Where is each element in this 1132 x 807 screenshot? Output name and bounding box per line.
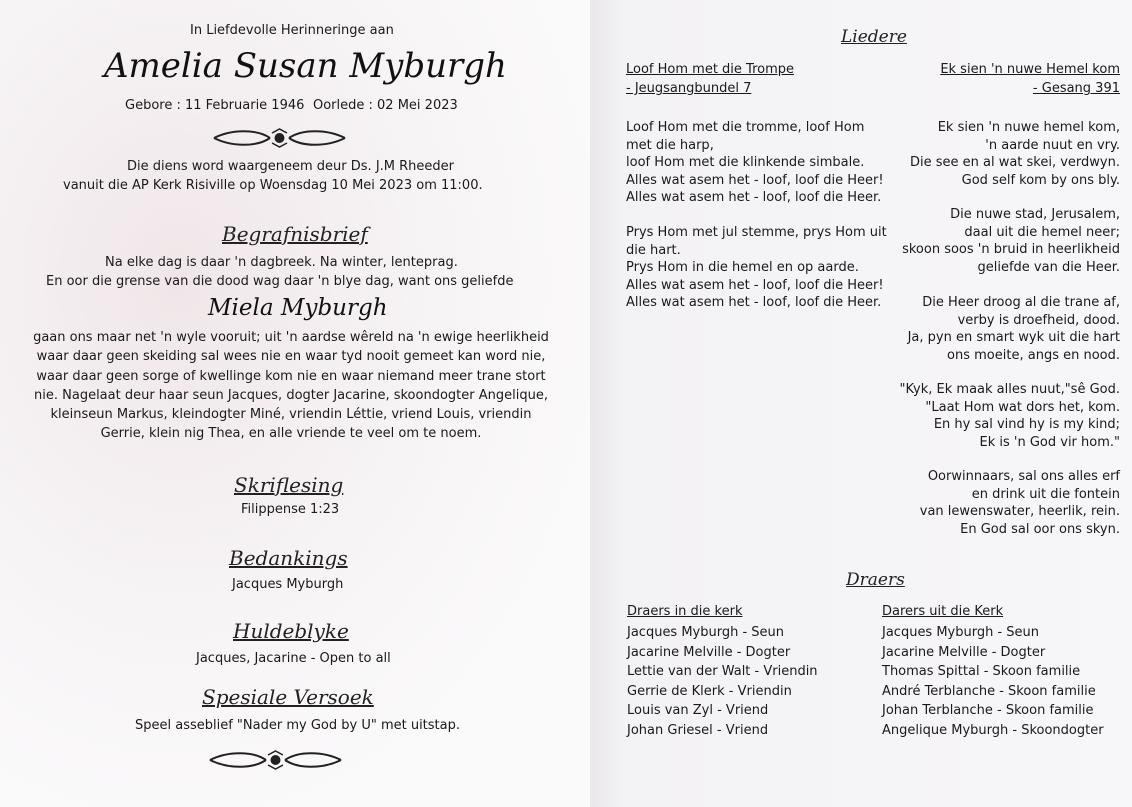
song2-source: - Gesang 391 [1032, 81, 1120, 96]
song-line: En hy sal vind hy is my kind; [933, 417, 1120, 433]
list-item: André Terblanche - Skoon familie [882, 683, 1096, 699]
letter-body-line: gaan ons maar net 'n wyle vooruit; uit 'n aardse wêreld na 'n ewige heerlikheid [33, 330, 549, 345]
list-item: Angelique Myburgh - Skoondogter [882, 722, 1104, 738]
song1-stanza [626, 224, 887, 312]
outside-bearers-list [882, 623, 1104, 740]
church-bearers-list [627, 623, 818, 740]
letter-line-2: En oor die grense van die dood wag daar 'n blye dag, want ons geliefde [46, 274, 514, 289]
flourish-divider-icon [212, 127, 347, 149]
letter-body-line: Gerrie, klein nig Thea, en alle vriende te veel om te noem. [100, 426, 482, 442]
list-item: Lettie van der Walt - Vriendin [627, 664, 818, 679]
flourish-divider-icon [208, 749, 343, 771]
song-line: met die harp, [626, 137, 714, 153]
song-line: daal uit die hemel neer; [964, 224, 1120, 240]
heading-huldeblyke: Huldeblyke [233, 619, 349, 643]
list-item: Jacques Myburgh - Seun [627, 625, 785, 640]
heading-skriflesing: Skriflesing [234, 473, 344, 497]
song2-title: Ek sien 'n nuwe Hemel kom [940, 62, 1120, 77]
letter-body [10, 328, 572, 444]
song-line: Alles wat asem het - loof, loof die Heer! [626, 277, 884, 293]
service-line-2: vanuit die AP Kerk Risiville op Woensdag 10 Mei 2023 om 11:00. [63, 178, 483, 193]
birth-date: Gebore : 11 Februarie 1946 [125, 98, 305, 113]
song-line: God self kom by ons bly. [961, 172, 1120, 188]
death-date: Oorlede : 02 Mei 2023 [313, 98, 458, 113]
song-line: Die nuwe stad, Jerusalem, [950, 207, 1120, 222]
song-line: Alles wat asem het - loof, loof die Heer. [626, 190, 882, 206]
letter-body-line: nie. Nagelaat deur haar seun Jacques, dogter Jacarine, skoondogter Angelique, [34, 387, 548, 403]
song-line: 'n aarde nuut en vry. [985, 137, 1120, 153]
song2-stanza [920, 468, 1120, 538]
song-line: die hart. [626, 242, 681, 258]
song-line: ons moeite, angs en nood. [947, 347, 1120, 363]
song-line: "Laat Hom wat dors het, kom. [925, 399, 1120, 415]
list-item: Louis van Zyl - Vriend [627, 703, 769, 718]
list-item: Jacques Myburgh - Seun [882, 625, 1040, 640]
heading-liedere: Liedere [841, 27, 907, 47]
service-line-1: Die diens word waargeneem deur Ds. J.M Rheeder [127, 159, 454, 174]
song-line: en drink uit die fontein [971, 486, 1120, 502]
song-line: skoon soos 'n bruid in heerlikheid [902, 242, 1120, 258]
letter-body-line: waar daar geen sorge of kwellinge kom nie en waar niemand meer trane stort [36, 368, 546, 384]
letter-body-line: waar daar geen skeiding sal wees nie en waar tyd nooit gemeet kan word nie, [36, 349, 546, 365]
song-line: Oorwinnaars, sal ons alles erf [927, 469, 1120, 484]
outside-bearers-heading: Darers uit die Kerk [882, 604, 1004, 619]
song-line: Ja, pyn en smart wyk uit die hart [907, 330, 1120, 346]
background-watermark [30, 700, 43, 746]
tribute-text: Jacques, Jacarine - Open to all [196, 651, 391, 666]
list-item: Jacarine Melville - Dogter [882, 644, 1046, 660]
song-line: van lewenswater, heerlik, rein. [919, 504, 1120, 520]
song1-title: Loof Hom met die Trompe [626, 62, 794, 77]
letter-body-line: kleinseun Markus, kleindogter Miné, vriendin Léttie, vriend Louis, vriendin [50, 407, 532, 423]
heading-draers: Draers [846, 570, 905, 590]
in-memory-line: In Liefdevolle Herinneringe aan [190, 23, 394, 38]
song1-source: - Jeugsangbundel 7 [626, 81, 752, 96]
song-line: loof Hom met die klinkende simbale. [626, 155, 865, 171]
heading-spesiale-versoek: Spesiale Versoek [202, 685, 374, 709]
song-line: Ek is 'n God vir hom." [979, 434, 1120, 450]
song-line: Prys Hom in die hemel en op aarde. [626, 260, 859, 276]
song-line: Alles wat asem het - loof, loof die Heer. [626, 295, 882, 311]
song-line: Die see en al wat skei, verdwyn. [909, 155, 1120, 171]
heading-begrafnisbrief: Begrafnisbrief [222, 222, 368, 246]
song2-stanza [908, 294, 1120, 364]
song2-stanza [910, 119, 1120, 189]
song1-stanza [626, 119, 884, 207]
song2-stanza [899, 381, 1120, 451]
list-item: Johan Terblanche - Skoon familie [882, 703, 1094, 718]
church-bearers-heading: Draers in die kerk [627, 604, 743, 619]
heading-bedankings: Bedankings [229, 546, 348, 570]
song-line: En God sal oor ons skyn. [960, 521, 1120, 537]
deceased-name: Amelia Susan Myburgh [104, 46, 507, 86]
song-line: Alles wat asem het - loof, loof die Heer! [626, 172, 884, 188]
letter-line-1: Na elke dag is daar 'n dagbreek. Na winter, lenteprag. [105, 255, 458, 270]
reading-text: Filippense 1:23 [241, 502, 340, 517]
right-page [590, 0, 1132, 807]
song-line: Prys Hom met jul stemme, prys Hom uit [626, 225, 887, 240]
song-line: Loof Hom met die tromme, loof Hom [626, 120, 865, 135]
song-line: Die Heer droog al die trane af, [922, 295, 1120, 310]
list-item: Thomas Spittal - Skoon familie [882, 664, 1081, 679]
song-line: Ek sien 'n nuwe hemel kom, [937, 120, 1120, 135]
song-line: verby is droefheid, dood. [957, 312, 1120, 328]
song-line: geliefde van die Heer. [977, 259, 1120, 275]
list-item: Gerrie de Klerk - Vriendin [627, 683, 792, 699]
nickname: Miela Myburgh [208, 295, 388, 321]
song-line: "Kyk, Ek maak alles nuut,"sê God. [899, 382, 1120, 397]
request-text: Speel asseblief "Nader my God by U" met uitstap. [135, 718, 460, 733]
song2-stanza [902, 206, 1120, 276]
thanks-text: Jacques Myburgh [232, 577, 344, 592]
list-item: Jacarine Melville - Dogter [627, 644, 791, 660]
list-item: Johan Griesel - Vriend [627, 722, 769, 738]
